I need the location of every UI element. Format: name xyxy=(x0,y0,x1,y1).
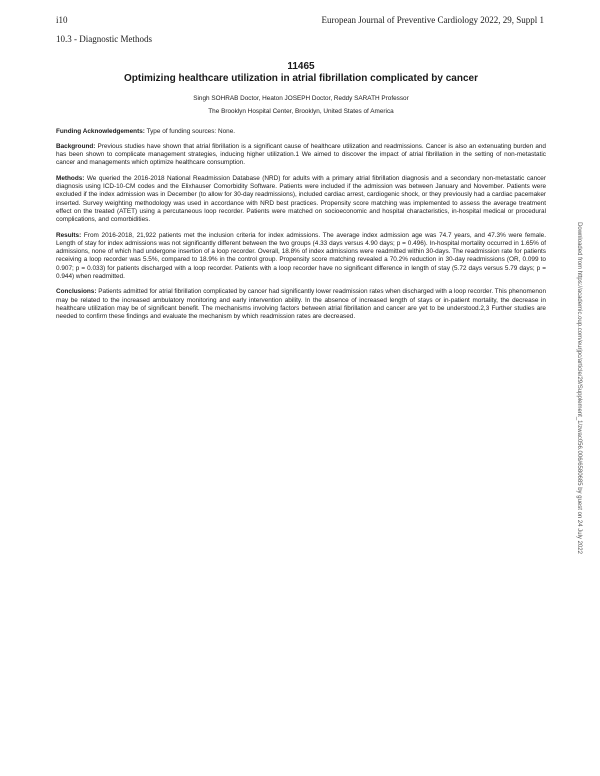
background-paragraph xyxy=(56,143,546,168)
results-paragraph xyxy=(56,232,546,282)
background-text: Previous studies have shown that atrial fibrillation is a significant cause of healthcare utilization and readmissions. Cancer is also an extenuating burden and has been shown to complicate management strategies, inducing higher utilization.1 We aimed to discover the impact of atrial fibrillation in the setting of non-metastatic cancer and managements which optimize healthcare consumption. xyxy=(56,142,546,167)
methods-label: Methods: xyxy=(56,174,85,182)
methods-paragraph xyxy=(56,175,546,225)
conclusions-label: Conclusions: xyxy=(56,288,97,296)
abstract-number: 11465 xyxy=(287,61,315,72)
journal-citation: European Journal of Preventive Cardiology 2022, 29, Suppl 1 xyxy=(321,15,544,25)
funding-text: Type of funding sources: None. xyxy=(146,127,236,135)
abstract xyxy=(56,61,546,322)
background-label: Background: xyxy=(56,142,96,150)
authors: Singh SOHRAB Doctor, Heaton JOSEPH Doctor, Reddy SARATH Professor xyxy=(193,95,409,102)
methods-text: We queried the 2016-2018 National Readmission Database (NRD) for adults with a primary atrial fibrillation diagnosis and a secondary non-metastatic cancer diagnosis using ICD-10-CM codes and the Elixhauser Comorbidity Software. Patients were included if the admission was between January and November. Patients were excluded if the index admission was in December (to allow for 30-day readmissions), included cardiac arrest, cardiogenic shock, or they previously had a cardiac pacemaker inserted. Survey weighting methodology was used in accordance with NRD best practices. Propensity score matching was implemented to assess the average treatment effect on the treated (ATET) using a percutaneous loop recorder. Patients were matched on socioeconomic and hospital characteristics, in-hospital medical or procedural complications, and comorbidities. xyxy=(56,174,546,224)
abstract-title: Optimizing healthcare utilization in atrial fibrillation complicated by cancer xyxy=(124,73,478,84)
funding-paragraph xyxy=(56,128,546,136)
section-label: 10.3 - Diagnostic Methods xyxy=(56,34,152,44)
conclusions-paragraph xyxy=(56,288,546,321)
results-label: Results: xyxy=(56,231,82,239)
page-number: i10 xyxy=(56,15,68,25)
funding-label: Funding Acknowledgements: xyxy=(56,127,145,135)
conclusions-text: Patients admitted for atrial fibrillation complicated by cancer had significantly lower readmission rates when discharged with a loop recorder. This phenomenon may be related to the increased ambulatory monitoring and early intervention ability. In the absence of increased length of stays or in-patient mortality, the decrease in healthcare utilization may be of significant benefit. The mechanisms involving factors between atrial fibrillation and cancer are yet to be understood.2,3 Further studies are needed to confirm these findings and evaluate the mechanism by which readmission rates are decreased. xyxy=(56,288,546,321)
download-note: Downloaded from https://academic.oup.com/eurjpc/article/29/Supplement_1/zwac056.006/6580685 by guest on 24 July 2022 xyxy=(576,222,582,554)
affiliation: The Brooklyn Hospital Center, Brooklyn, United States of America xyxy=(208,108,394,116)
results-text: From 2016-2018, 21,922 patients met the inclusion criteria for index admissions. The average index admission age was 74.7 years, and 47.3% were female. Length of stay for index admissions was not significantly different between the two groups (4.33 days versus 4.90 days; p = 0.496). In-hospital mortality occurred in 1.65% of admissions, none of which had undergone insertion of a loop recorder. Overall, 18.8% of index admissions were readmitted within 30-days. The readmission rate for patients receiving a loop recorder was 5.5%, compared to 18.9% in the control group. Propensity score matching revealed a 70.2% reduction in 30-day readmissions (OR, 0.099 to 0.907; p = 0.033) for patients discharged with a loop recorder. Patients with a loop recorder have no significant difference in length of stay (5.72 days versus 5.79 days; p = 0.944) when readmitted. xyxy=(56,231,546,281)
